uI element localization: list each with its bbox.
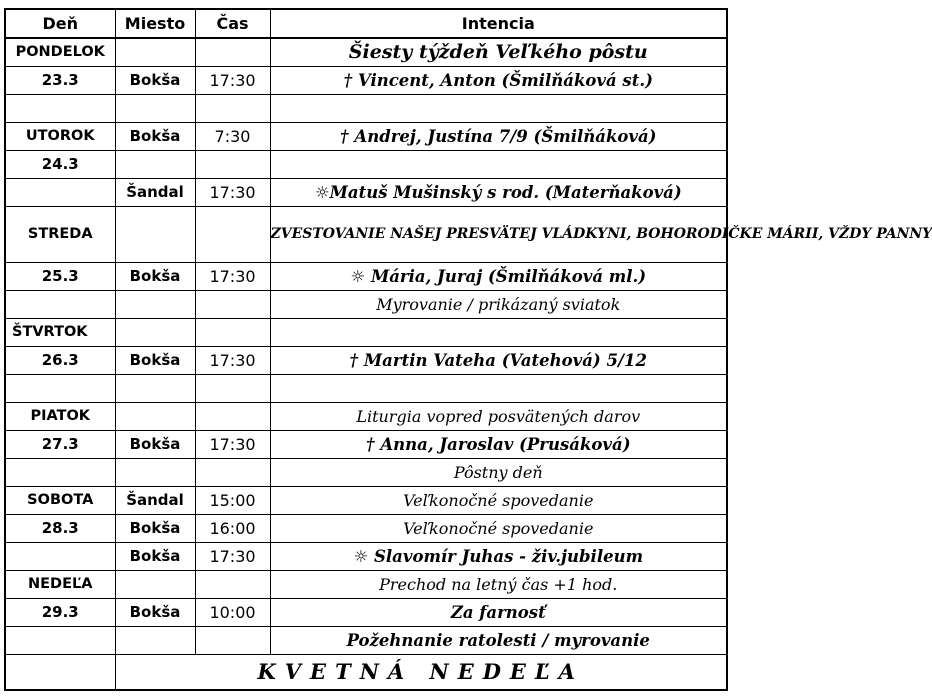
day-cell: NEDEĽA [5,570,115,598]
time-cell [195,570,270,598]
place-cell: Šandal [115,486,195,514]
table-row [5,290,727,318]
intention-cell: Veľkonočné spovedanie [270,514,727,542]
intention-cell: ☼ Slavomír Juhas - živ.jubileum [270,542,727,570]
intention-cell [270,318,727,346]
feast-intention-cell: ZVESTOVANIE NAŠEJ PRESVÄTEJ VLÁDKYNI, BOHORODIČKE MÁRII, VŽDY PANNY [270,206,727,262]
place-cell [115,290,195,318]
place-cell: Bokša [115,514,195,542]
day-cell [5,290,115,318]
time-cell [195,318,270,346]
day-cell [5,542,115,570]
time-cell [195,290,270,318]
table-row [5,318,727,346]
table-row [5,430,727,458]
intention-cell: Liturgia vopred posvätených darov [270,402,727,430]
day-cell: PIATOK [5,402,115,430]
intention-cell: Pôstny deň [270,458,727,486]
intention-cell: † Andrej, Justína 7/9 (Šmilňáková) [270,122,727,150]
footer-empty-cell [5,654,115,690]
time-cell: 17:30 [195,178,270,206]
table-row [5,38,727,66]
time-cell: 7:30 [195,122,270,150]
day-cell: PONDELOK [5,38,115,66]
table-row [5,542,727,570]
place-cell [115,94,195,122]
schedule-table [4,8,932,691]
place-cell: Bokša [115,122,195,150]
intention-cell: Šiesty týždeň Veľkého pôstu [270,38,727,66]
table-row [5,150,727,178]
time-cell [195,150,270,178]
table-row [5,346,727,374]
date-cell: 24.3 [5,150,115,178]
intention-cell [270,374,727,402]
place-cell [115,206,195,262]
time-cell [195,38,270,66]
date-cell: 25.3 [5,262,115,290]
day-cell: UTOROK [5,122,115,150]
table-row [5,570,727,598]
table-row [5,402,727,430]
time-cell [195,206,270,262]
time-cell: 17:30 [195,346,270,374]
time-cell: 17:30 [195,542,270,570]
day-cell [5,94,115,122]
time-cell [195,402,270,430]
place-cell [115,402,195,430]
footer-title: KVETNÁ NEDEĽA [115,654,727,690]
header-place: Miesto [115,9,195,38]
date-cell: 26.3 [5,346,115,374]
day-cell: ŠTVRTOK [5,318,115,346]
place-cell [115,626,195,654]
time-cell [195,458,270,486]
date-cell: 28.3 [5,514,115,542]
table-row [5,598,727,626]
table-row [5,178,727,206]
header-day: Deň [5,9,115,38]
time-cell: 17:30 [195,262,270,290]
table-row [5,374,727,402]
place-cell: Bokša [115,542,195,570]
place-cell: Šandal [115,178,195,206]
place-cell: Bokša [115,262,195,290]
place-cell: Bokša [115,598,195,626]
date-cell: 27.3 [5,430,115,458]
table-row [5,66,727,94]
date-cell: 23.3 [5,66,115,94]
day-cell [5,626,115,654]
place-cell [115,38,195,66]
intention-cell: † Martin Vateha (Vatehová) 5/12 [270,346,727,374]
intention-cell: ☼ Mária, Juraj (Šmilňáková ml.) [270,262,727,290]
day-cell: STREDA [5,206,115,262]
place-cell [115,318,195,346]
day-cell [5,458,115,486]
header-intention: Intencia [270,9,727,38]
place-cell: Bokša [115,430,195,458]
intention-cell [270,150,727,178]
time-cell [195,374,270,402]
table-row [5,206,727,262]
table-row [5,514,727,542]
table-row [5,486,727,514]
header-row [5,9,727,38]
day-cell [5,178,115,206]
table-row [5,122,727,150]
intention-cell [270,94,727,122]
table-row [5,458,727,486]
intention-cell: Prechod na letný čas +1 hod. [270,570,727,598]
place-cell [115,150,195,178]
intention-cell: † Anna, Jaroslav (Prusáková) [270,430,727,458]
place-cell [115,374,195,402]
intention-cell: Za farnosť [270,598,727,626]
day-cell: SOBOTA [5,486,115,514]
time-cell [195,94,270,122]
footer-row [5,654,727,690]
place-cell [115,570,195,598]
date-cell: 29.3 [5,598,115,626]
time-cell: 16:00 [195,514,270,542]
place-cell: Bokša [115,66,195,94]
header-time: Čas [195,9,270,38]
intention-cell: ☼Matuš Mušinský s rod. (Materňaková) [270,178,727,206]
place-cell [115,458,195,486]
intention-cell: Požehnanie ratolesti / myrovanie [270,626,727,654]
time-cell: 17:30 [195,430,270,458]
table-row [5,626,727,654]
time-cell: 10:00 [195,598,270,626]
table-row [5,94,727,122]
intention-cell: Myrovanie / prikázaný sviatok [270,290,727,318]
day-cell [5,374,115,402]
time-cell: 17:30 [195,66,270,94]
intention-cell: † Vincent, Anton (Šmilňáková st.) [270,66,727,94]
table-row [5,262,727,290]
place-cell: Bokša [115,346,195,374]
time-cell: 15:00 [195,486,270,514]
time-cell [195,626,270,654]
intention-cell: Veľkonočné spovedanie [270,486,727,514]
